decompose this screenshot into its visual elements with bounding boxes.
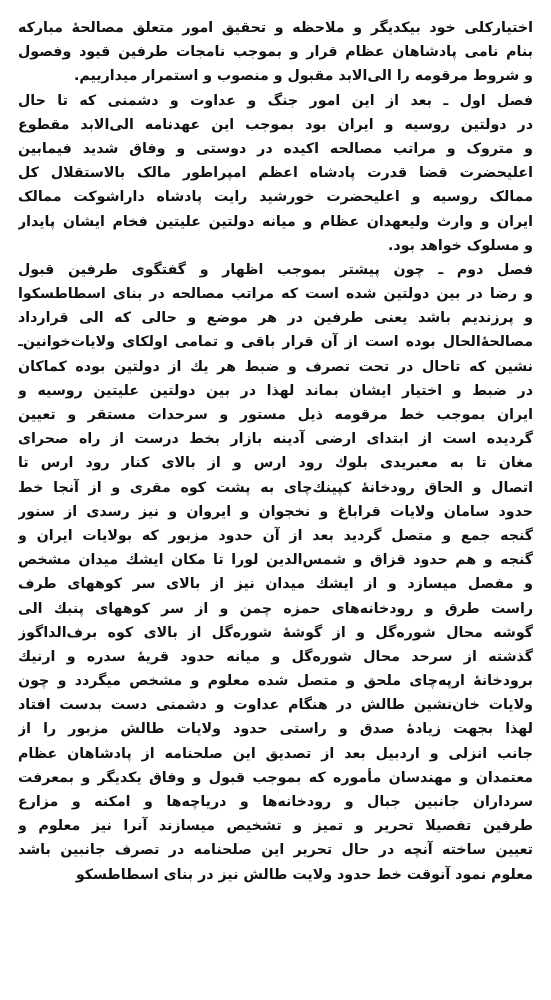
text-line: جانب انزلی و اردبیل بعد از تصدیق این صلحنامه از پادشاهان عظام (18, 745, 533, 762)
text-line: ممالک روسیه و اعلیحضرت خورشید رایت پادشاه داراشوکت ممالک (18, 189, 533, 206)
text-line: ولایات خان‌نشین طالش در هنگام عداوت و دشمنی دست بدست افتاد (18, 697, 533, 714)
text-line: ایران بموجب خط مرقومه ذیل مستور و سرحدات مستقر و تعیین (18, 407, 533, 423)
text-line: حدود سامان ولایات قراباغ و نخجوان و ایروان و نیز رسدی از سنور (18, 503, 533, 520)
text-line: بنام نامی پادشاهان عظام قرار و بموجب نامجات طرفین قیود وفصول (18, 44, 533, 61)
text-line: سرداران جانبین جبال و رودخانه‌ها و دریاچه‌ها و امکنه و مزارع (18, 794, 533, 810)
text-line: مغان تا به معبریدی بلوك رود ارس و از بالای کنار رود ارس تا (18, 455, 533, 472)
text-line: راست طرق و رودخانه‌های حمزه چمن و از سر کوههای پنبك الی (18, 600, 533, 617)
article-heading: فصل دوم (456, 261, 533, 278)
text-line: گنجه جمع و متصل گردید بعد از آن حدود مزبور که بولایات ایران و (18, 527, 533, 544)
text-line: و پرزندیم باشد یعنی طرفین در هر موضع و حالی که الی قرارداد (18, 310, 533, 327)
text-line: گذشته از سرحد محال شوره‌گل و میانه حدود قریهٔ سدره و ارنیك (18, 648, 533, 665)
text-line: و شروط مرقومه را الی‌الابد مقبول و منصوب و استمرار میدارییم. (74, 68, 533, 85)
text-line: گوشه محال شوره‌گل و از گوشهٔ شوره‌گل از بالای کوه برف‌الداگوز (18, 624, 533, 641)
text-line (18, 89, 533, 113)
text-line: نشین که تاحال در تحت تصرف و ضبط هر یك از دولتین بوده کماکان (18, 358, 533, 375)
text-line: در ضبط و اختیار ایشان بماند لهذا در بین دولتین علیتین روسیه و (18, 382, 533, 399)
paragraph-intro (18, 16, 533, 89)
text-line: معتمدان و مهندسان مأموره که بموجب قبول و وفاق یکدیگر و بمعرفت (18, 769, 533, 786)
text-line: مصالحهٔ‌الحال بوده است از آن قرار باقی و تمامی اولکای ولایات‌خوانین‌ـ (18, 334, 533, 351)
text-line: تعیین ساخته آنچه در حال تحریر این صلحنامه در تصرف جانبین باشد (18, 842, 533, 859)
text-line: و مفصل میسازد و از ایشك میدان نیز از بالای سر کوههای طرف (18, 576, 533, 593)
text-line: معلوم نمود آنوقت خط حدود ولایت طالش نیز در بنای اسطاطسکو (75, 866, 533, 883)
text-line (18, 258, 533, 282)
paragraph-article-two (18, 258, 533, 887)
text-line: و مسلوک خواهد بود. (388, 237, 533, 254)
text-line: گردیده است از ابتدای ارضی آدینه بازار بخط درست از راه صحرای (18, 431, 533, 448)
text-line: اعلیحضرت قضا قدرت پادشاه اعظم امپراطور مالک بالاستقلال کل (18, 165, 533, 182)
text-line: و متروک و مراتب مصالحه اکیده در دوستی و وفاق شدید فیمابین (18, 140, 533, 157)
text-line: طرفین تفصیلا تحریر و تمیز و تشخیص میسازند آنرا نیز معلوم و (18, 818, 533, 835)
text-line: لهذا بجهت زیادهٔ صدق و راستی حدود ولایات طالش مزبور را از (18, 721, 533, 738)
text-line: گنجه و هم حدود قزاق و شمس‌الدین لورا تا مکان ایشك میدان مشخص (18, 552, 533, 569)
text-line: اختیارکلی خود بیکدیگر و ملاحظه و تحقیق امور متعلق مصالحهٔ مبارکه (18, 20, 533, 36)
text-line: اتصال و الحاق رودخانهٔ کپینك‌چای به پشت کوه مقری و از آنجا خط (18, 479, 533, 496)
text-line: در دولتین روسیه و ایران بود بموجب این عهدنامه الی‌الابد مقطوع (18, 116, 533, 133)
text-line: ایران و وارث ولیعهدان عظام و میانه دولتین علیتین فخام ایشان پایدار (18, 213, 533, 230)
article-heading: فصل اول (459, 92, 533, 109)
text-line-content: ـ چون پیشتر بموجب اظهار و گفتگوی طرفین قبول (18, 261, 444, 278)
text-line: برودخانهٔ ارپه‌چای ملحق و متصل شده معلوم و مشخص میگردد و چون (18, 673, 533, 690)
paragraph-article-one (18, 89, 533, 258)
text-line-content: ـ بعد از این امور جنگ و عداوت و دشمنی که تا حال (18, 92, 449, 109)
text-line: و رضا در بین دولتین شده است که مراتب مصالحه در بنای اسطاطسکوا (18, 286, 533, 303)
